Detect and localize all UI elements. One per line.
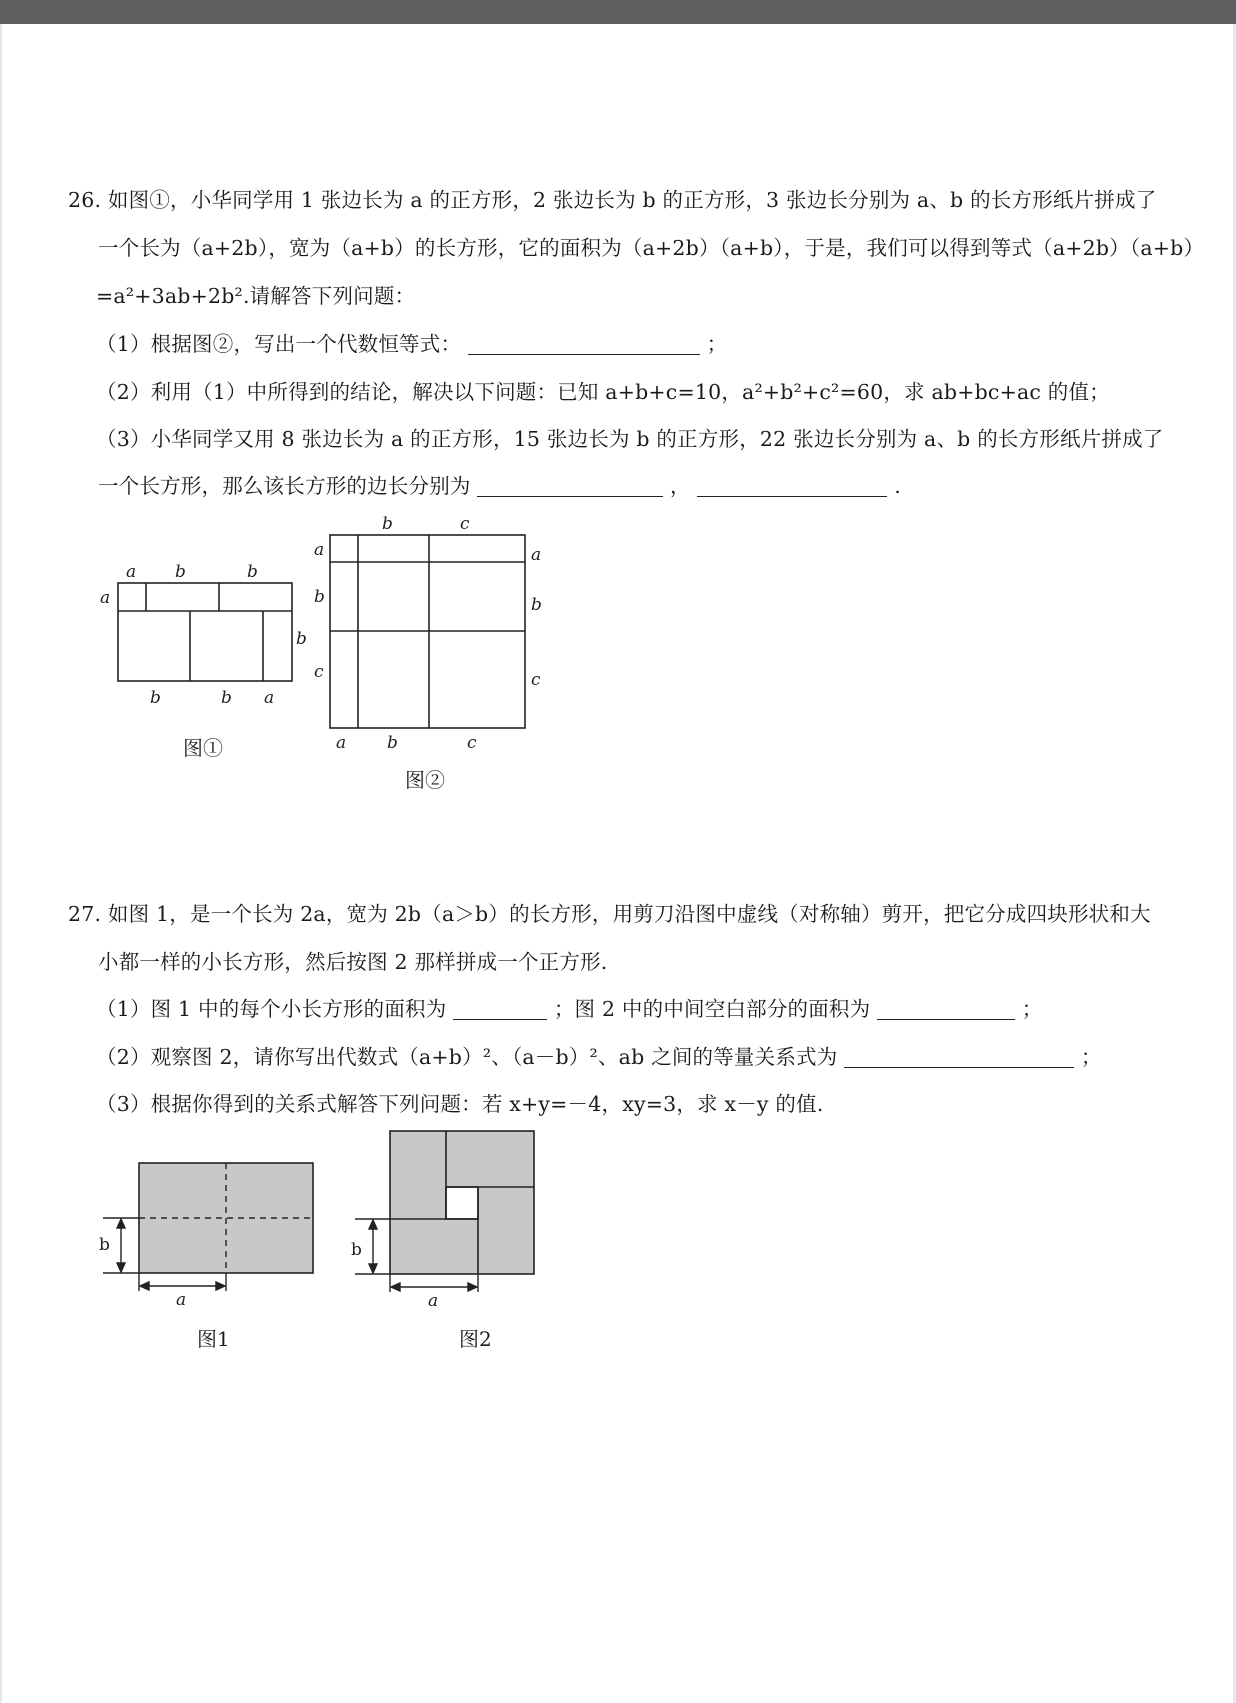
fig1-top-label: a [126, 562, 137, 582]
fig27b-arrowhead [391, 1283, 400, 1291]
q27-part2 [96, 1043, 1102, 1071]
fig2-right-label: c [531, 670, 541, 690]
fig1-right-label: b [296, 629, 307, 649]
q26-part3-end: . [894, 474, 901, 498]
q26-figure-2-svg [310, 513, 550, 758]
q27-figure-1 [95, 1155, 335, 1319]
q26-figure-1 [90, 555, 330, 719]
fig27a-arrowhead [117, 1219, 125, 1228]
q27-figure-2-svg [345, 1125, 565, 1315]
q26-figure-2-caption: 图② [405, 768, 445, 792]
fig27b-dim-b-label: b [351, 1240, 362, 1260]
q26-line3: =a²+3ab+2b².请解答下列问题： [96, 284, 416, 308]
fig27a-arrowhead [117, 1263, 125, 1272]
fig1-bottom-label: b [150, 688, 161, 708]
fig27a-arrowhead [216, 1282, 225, 1290]
fig27a-dim-b-label: b [99, 1235, 110, 1255]
q27-figure-2-caption: 图2 [459, 1327, 492, 1351]
q26-part3-answer-blank-1[interactable] [477, 476, 663, 497]
fig1-top-label: b [247, 562, 258, 582]
fig27b-arrowhead [369, 1220, 377, 1229]
fig27b-dim-a-label: a [428, 1291, 439, 1311]
q26-part3-answer-blank-2[interactable] [697, 476, 887, 497]
fig1-top-label: b [175, 562, 186, 582]
q27-part2-answer-blank[interactable] [844, 1047, 1074, 1068]
fig27b-arrowhead [468, 1283, 477, 1291]
q27-line1: 27. 如图 1，是一个长为 2a，宽为 2b（a＞b）的长方形，用剪刀沿图中虚线（对称轴）剪开，把它分成四块形状和大 [68, 902, 1151, 926]
q26-part1-end: ； [706, 332, 728, 356]
fig1-bottom-label: b [221, 688, 232, 708]
fig2-bottom-label: b [387, 733, 398, 753]
q26-figure-1-svg [90, 555, 330, 715]
q26-figure-2 [310, 513, 550, 762]
fig2-top-label: b [382, 514, 393, 534]
q27-part1-mid: ；图 2 中的中间空白部分的面积为 [553, 997, 871, 1021]
q26-part3-sep: ， [670, 474, 691, 498]
fig27a-dim-a-label: a [176, 1290, 187, 1310]
fig2-left-label: a [314, 540, 325, 560]
q27-part2-text: （2）观察图 2，请你写出代数式（a+b）²、（a－b）²、ab 之间的等量关系式为 [96, 1045, 838, 1069]
fig27b-arrowhead [369, 1264, 377, 1273]
fig2-right-label: a [531, 545, 542, 565]
q27-part1-answer-blank-2[interactable] [877, 999, 1015, 1020]
q26-part3-text: 一个长方形，那么该长方形的边长分别为 [98, 474, 471, 498]
q27-figure-1-caption: 图1 [197, 1327, 230, 1351]
q26-part1 [96, 330, 727, 358]
q26-part3-line2 [98, 472, 901, 500]
fig2-left-label: b [314, 587, 325, 607]
fig2-left-label: c [314, 662, 324, 682]
q26-part1-answer-blank[interactable] [468, 334, 700, 355]
q26-line2: 一个长为（a+2b），宽为（a+b）的长方形，它的面积为（a+2b）（a+b），于是，我们可以得到等式（a+2b）（a+b） [98, 236, 1205, 260]
q27-part1-end: ； [1021, 997, 1043, 1021]
fig2-bottom-label: a [336, 733, 347, 753]
q27-figure-2 [345, 1125, 565, 1319]
q26-figure-1-caption: 图① [183, 736, 223, 760]
q27-part3: （3）根据你得到的关系式解答下列问题：若 x+y=－4，xy=3，求 x－y 的值. [96, 1092, 824, 1116]
top-bar [0, 0, 1236, 24]
q26-part2: （2）利用（1）中所得到的结论，解决以下问题：已知 a+b+c=10，a²+b²+c²=60，求 ab+bc+ac 的值； [96, 380, 1110, 404]
fig2-top-label: c [460, 514, 470, 534]
q27-part1-answer-blank-1[interactable] [453, 999, 547, 1020]
q27-part1-text: （1）图 1 中的每个小长方形的面积为 [96, 997, 447, 1021]
q26-part1-text: （1）根据图②，写出一个代数恒等式： [96, 332, 462, 356]
q26-part3-line1: （3）小华同学又用 8 张边长为 a 的正方形，15 张边长为 b 的正方形，22 张边长分别为 a、b 的长方形纸片拼成了 [96, 427, 1164, 451]
fig27a-arrowhead [140, 1282, 149, 1290]
q26-line1: 26. 如图①，小华同学用 1 张边长为 a 的正方形，2 张边长为 b 的正方形，3 张边长分别为 a、b 的长方形纸片拼成了 [68, 188, 1157, 212]
q27-figure-1-svg [95, 1155, 335, 1315]
fig1-bottom-label: a [264, 688, 275, 708]
q27-part2-end: ； [1080, 1045, 1102, 1069]
fig1-left-label: a [100, 588, 111, 608]
page-edge-left [0, 24, 2, 1703]
fig2-right-label: b [531, 595, 542, 615]
fig1-outer-rect [118, 583, 292, 681]
fig2-bottom-label: c [467, 733, 477, 753]
fig27b-center-hole [446, 1187, 478, 1219]
q27-line2: 小都一样的小长方形，然后按图 2 那样拼成一个正方形. [98, 950, 608, 974]
q27-part1 [96, 995, 1042, 1023]
